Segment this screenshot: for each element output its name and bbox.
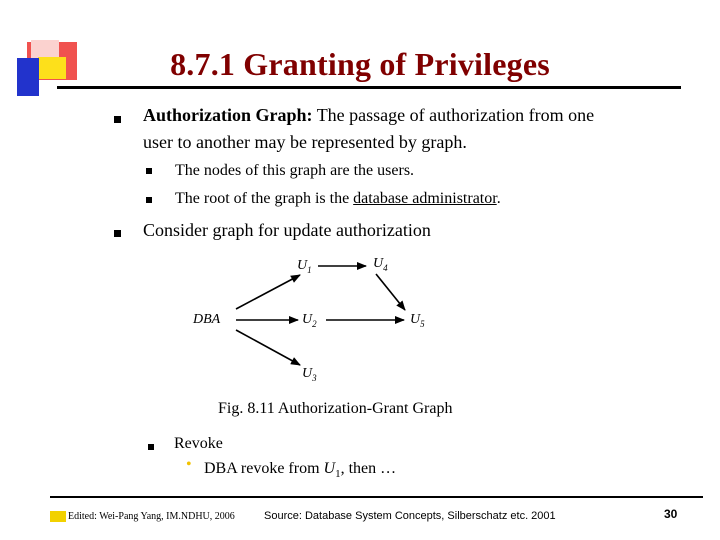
page-title: 8.7.1 Granting of Privileges	[170, 46, 550, 82]
node-u5: $U_5$	[410, 312, 425, 329]
root-text-after: .	[496, 190, 501, 207]
footer-divider	[50, 496, 703, 498]
node-u1: $U_1$	[297, 258, 312, 275]
node-u2: $U_2$	[302, 312, 317, 329]
sub-bullet-nodes: The nodes of this graph are the users.	[175, 162, 415, 179]
node-u4: $U_4$	[373, 256, 388, 273]
edge-u4-u5	[376, 274, 405, 310]
footer-source: Source: Database System Concepts, Silberschatz etc. 2001	[264, 510, 556, 522]
root-underlined: database administrator	[353, 190, 497, 207]
bold-lead: Authorization Graph:	[143, 105, 313, 125]
dot-bullet: •	[186, 456, 192, 473]
revoke-label: Revoke	[174, 435, 223, 452]
bullet-square	[148, 444, 154, 450]
footer-square	[50, 511, 66, 522]
node-dba: DBA	[193, 312, 221, 327]
bullet-text-line2: user to another may be represented by graph.	[143, 132, 467, 152]
node-u3: $U_3$	[302, 366, 317, 383]
figure-caption: Fig. 8.11 Authorization-Grant Graph	[218, 400, 453, 417]
bullet-consider-graph: Consider graph for update authorization	[143, 220, 431, 240]
footer-edited: Edited: Wei-Pang Yang, IM.NDHU, 2006	[68, 511, 235, 522]
page-number: 30	[664, 507, 678, 521]
bullet-text: The passage of authorization from one	[312, 105, 595, 125]
root-text-before: The root of the graph is the	[175, 190, 354, 207]
revoke-item: DBA revoke from $U_1$, then …	[204, 460, 397, 481]
edge-dba-u1	[236, 275, 300, 309]
edge-dba-u3	[236, 330, 300, 365]
